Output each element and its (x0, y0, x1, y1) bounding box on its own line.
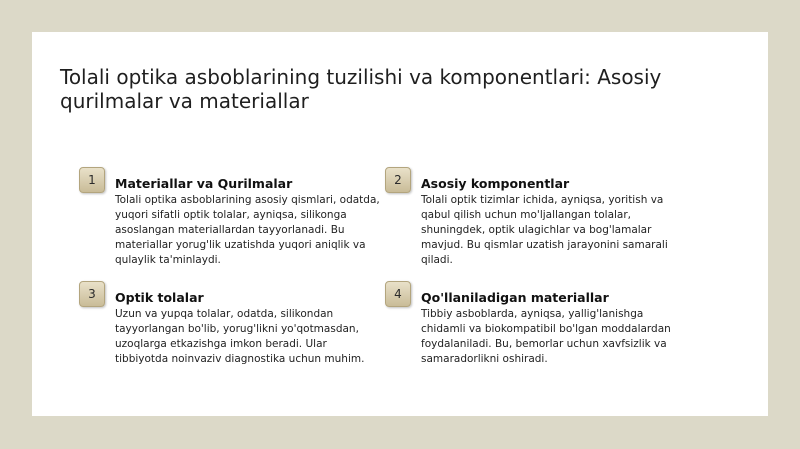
item-description: Tolali optika asboblarining asosiy qismlari, odatda, yuqori sifatli optik tolalar, ayniqsa, silikonga asoslangan materiallardan tayyorlanadi. Bu materiallar yorug'lik uzatishda yuqori aniqlik va qulaylik ta'minlaydi. (115, 194, 380, 266)
item-title: Materiallar va Qurilmalar (115, 176, 293, 191)
item-description: Uzun va yupqa tolalar, odatda, silikondan tayyorlangan bo'lib, yorug'likni yo'qotmasdan, uzoqlarga etkazishga imkon beradi. Ular tibbiyotda noinvaziv diagnostika uchun muhim. (115, 308, 365, 365)
slide-title: Tolali optika asboblarining tuzilishi va komponentlari: Asosiy qurilmalar va materiallar (60, 65, 662, 113)
item-title: Optik tolalar (115, 290, 204, 305)
number-badge: 4 (385, 281, 411, 307)
item-description: Tolali optik tizimlar ichida, ayniqsa, yoritish va qabul qilish uchun mo'ljallangan tolalar, shuningdek, optik ulagichlar va bog'lamalar mavjud. Bu qismlar uzatish jarayonini samarali qiladi. (421, 194, 668, 266)
item-title: Asosiy komponentlar (421, 176, 570, 191)
item-title: Qo'llaniladigan materiallar (421, 290, 609, 305)
number-badge: 3 (79, 281, 105, 307)
number-badge: 1 (79, 167, 105, 193)
item-description: Tibbiy asboblarda, ayniqsa, yallig'lanishga chidamli va biokompatibil bo'lgan moddalardan foydalaniladi. Bu, bemorlar uchun xavfsizlik va samaradorlikni oshiradi. (421, 308, 671, 365)
slide (32, 32, 768, 416)
number-badge: 2 (385, 167, 411, 193)
